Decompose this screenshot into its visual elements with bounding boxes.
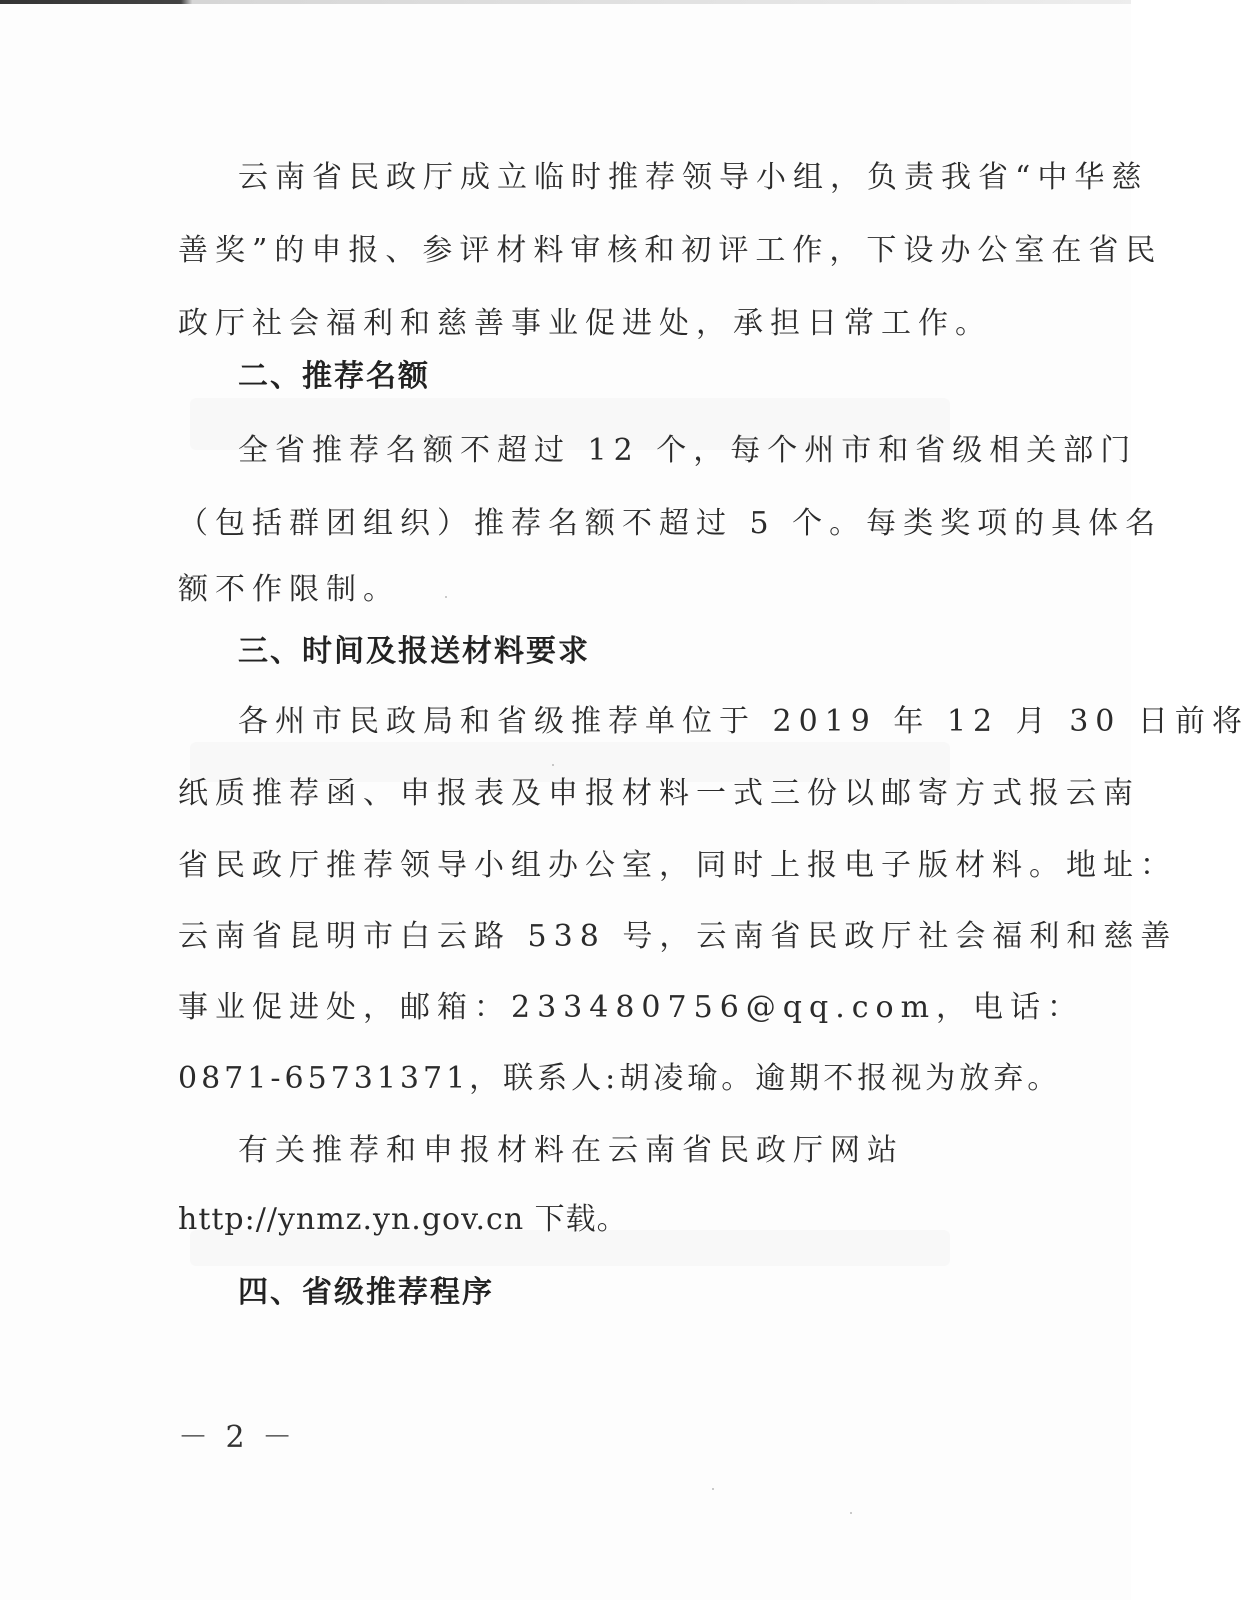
paragraph-1-line-1: 云南省民政厅成立临时推荐领导小组，负责我省“中华慈: [238, 160, 1149, 195]
paragraph-4-line-2: http://ynmz.yn.gov.cn 下载。: [178, 1202, 628, 1237]
paragraph-2-line-3: 额不作限制。: [178, 572, 400, 607]
section-heading-2: 二、推荐名额: [238, 359, 430, 394]
paragraph-3-line-1: 各州市民政局和省级推荐单位于 2019 年 12 月 30 日前将: [238, 704, 1249, 739]
paragraph-3-line-6: 0871-65731371，联系人:胡凌瑜。逾期不报视为放弃。: [178, 1061, 1062, 1096]
paragraph-1-line-2: 善奖”的申报、参评材料审核和初评工作，下设办公室在省民: [178, 233, 1163, 268]
section-heading-4: 四、省级推荐程序: [238, 1275, 494, 1310]
section-heading-3: 三、时间及报送材料要求: [238, 634, 590, 669]
paragraph-3-line-5: 事业促进处，邮箱：233480756@qq.com，电话：: [178, 990, 1085, 1025]
paragraph-2-line-1: 全省推荐名额不超过 12 个，每个州市和省级相关部门: [238, 433, 1138, 468]
scan-speck: [850, 1512, 852, 1514]
scan-top-edge: [0, 0, 1131, 4]
paragraph-3-line-2: 纸质推荐函、申报表及申报材料一式三份以邮寄方式报云南: [178, 776, 1140, 811]
scan-speck: [445, 596, 447, 598]
paragraph-3-line-4: 云南省昆明市白云路 538 号，云南省民政厅社会福利和慈善: [178, 919, 1178, 954]
paragraph-3-line-3: 省民政厅推荐领导小组办公室，同时上报电子版材料。地址：: [178, 848, 1177, 883]
scan-speck: [712, 1488, 714, 1490]
paragraph-2-line-2: （包括群团组织）推荐名额不超过 5 个。每类奖项的具体名: [178, 506, 1163, 541]
paragraph-1-line-3: 政厅社会福利和慈善事业促进处，承担日常工作。: [178, 306, 992, 341]
scan-speck: [552, 764, 554, 766]
paragraph-4-line-1: 有关推荐和申报材料在云南省民政厅网站: [238, 1133, 904, 1168]
page-number: － 2 －: [178, 1420, 297, 1455]
